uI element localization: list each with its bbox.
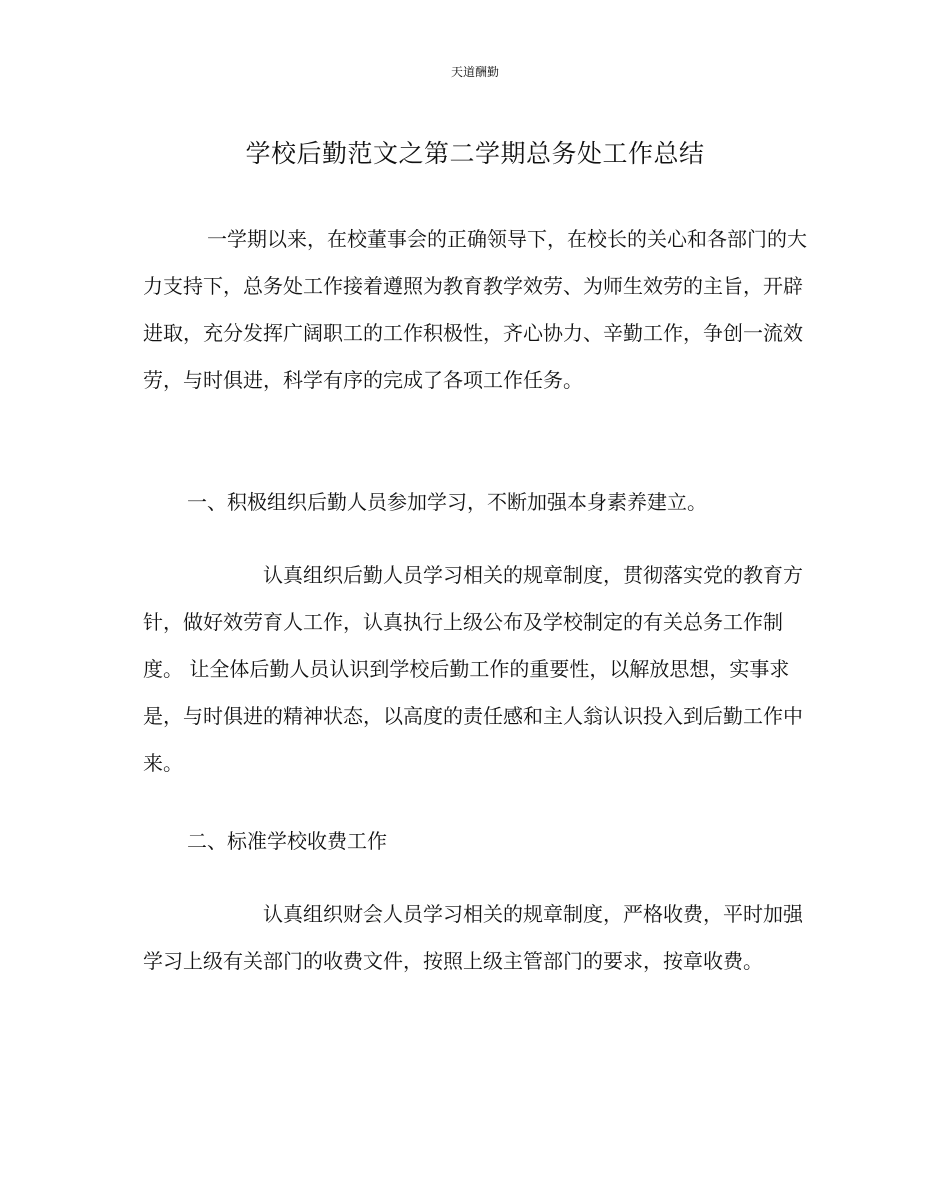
- paragraph-section-1: 认真组织后勤人员学习相关的规章制度，贯彻落实党的教育方针，做好效劳育人工作，认真执行上级公布及学校制定的有关总务工作制度。 让全体后勤人员认识到学校后勤工作的重要性，以解放思想，实事求是，与时俱进的精神状态，以高度的责任感和主人翁认识投入到后勤工作中来。: [143, 563, 803, 775]
- paragraph-section-2: 认真组织财会人员学习相关的规章制度，严格收费，平时加强学习上级有关部门的收费文件，按照上级主管部门的要求，按章收费。: [143, 902, 803, 973]
- document-title: 学校后勤范文之第二学期总务处工作总结: [245, 139, 705, 168]
- paragraph-intro: 一学期以来，在校董事会的正确领导下，在校长的关心和各部门的大力支持下，总务处工作接着遵照为教育教学效劳、为师生效劳的主旨，开辟进取，充分发挥广阔职工的工作积极性，齐心协力、辛勤工作，争创一流效劳，与时俱进，科学有序的完成了各项工作任务。: [143, 227, 807, 392]
- page-header: 天道酬勤: [450, 65, 499, 79]
- section-heading-1: 一、积极组织后勤人员参加学习，不断加强本身素养建立。: [187, 490, 707, 514]
- section-heading-2: 二、标准学校收费工作: [187, 829, 387, 853]
